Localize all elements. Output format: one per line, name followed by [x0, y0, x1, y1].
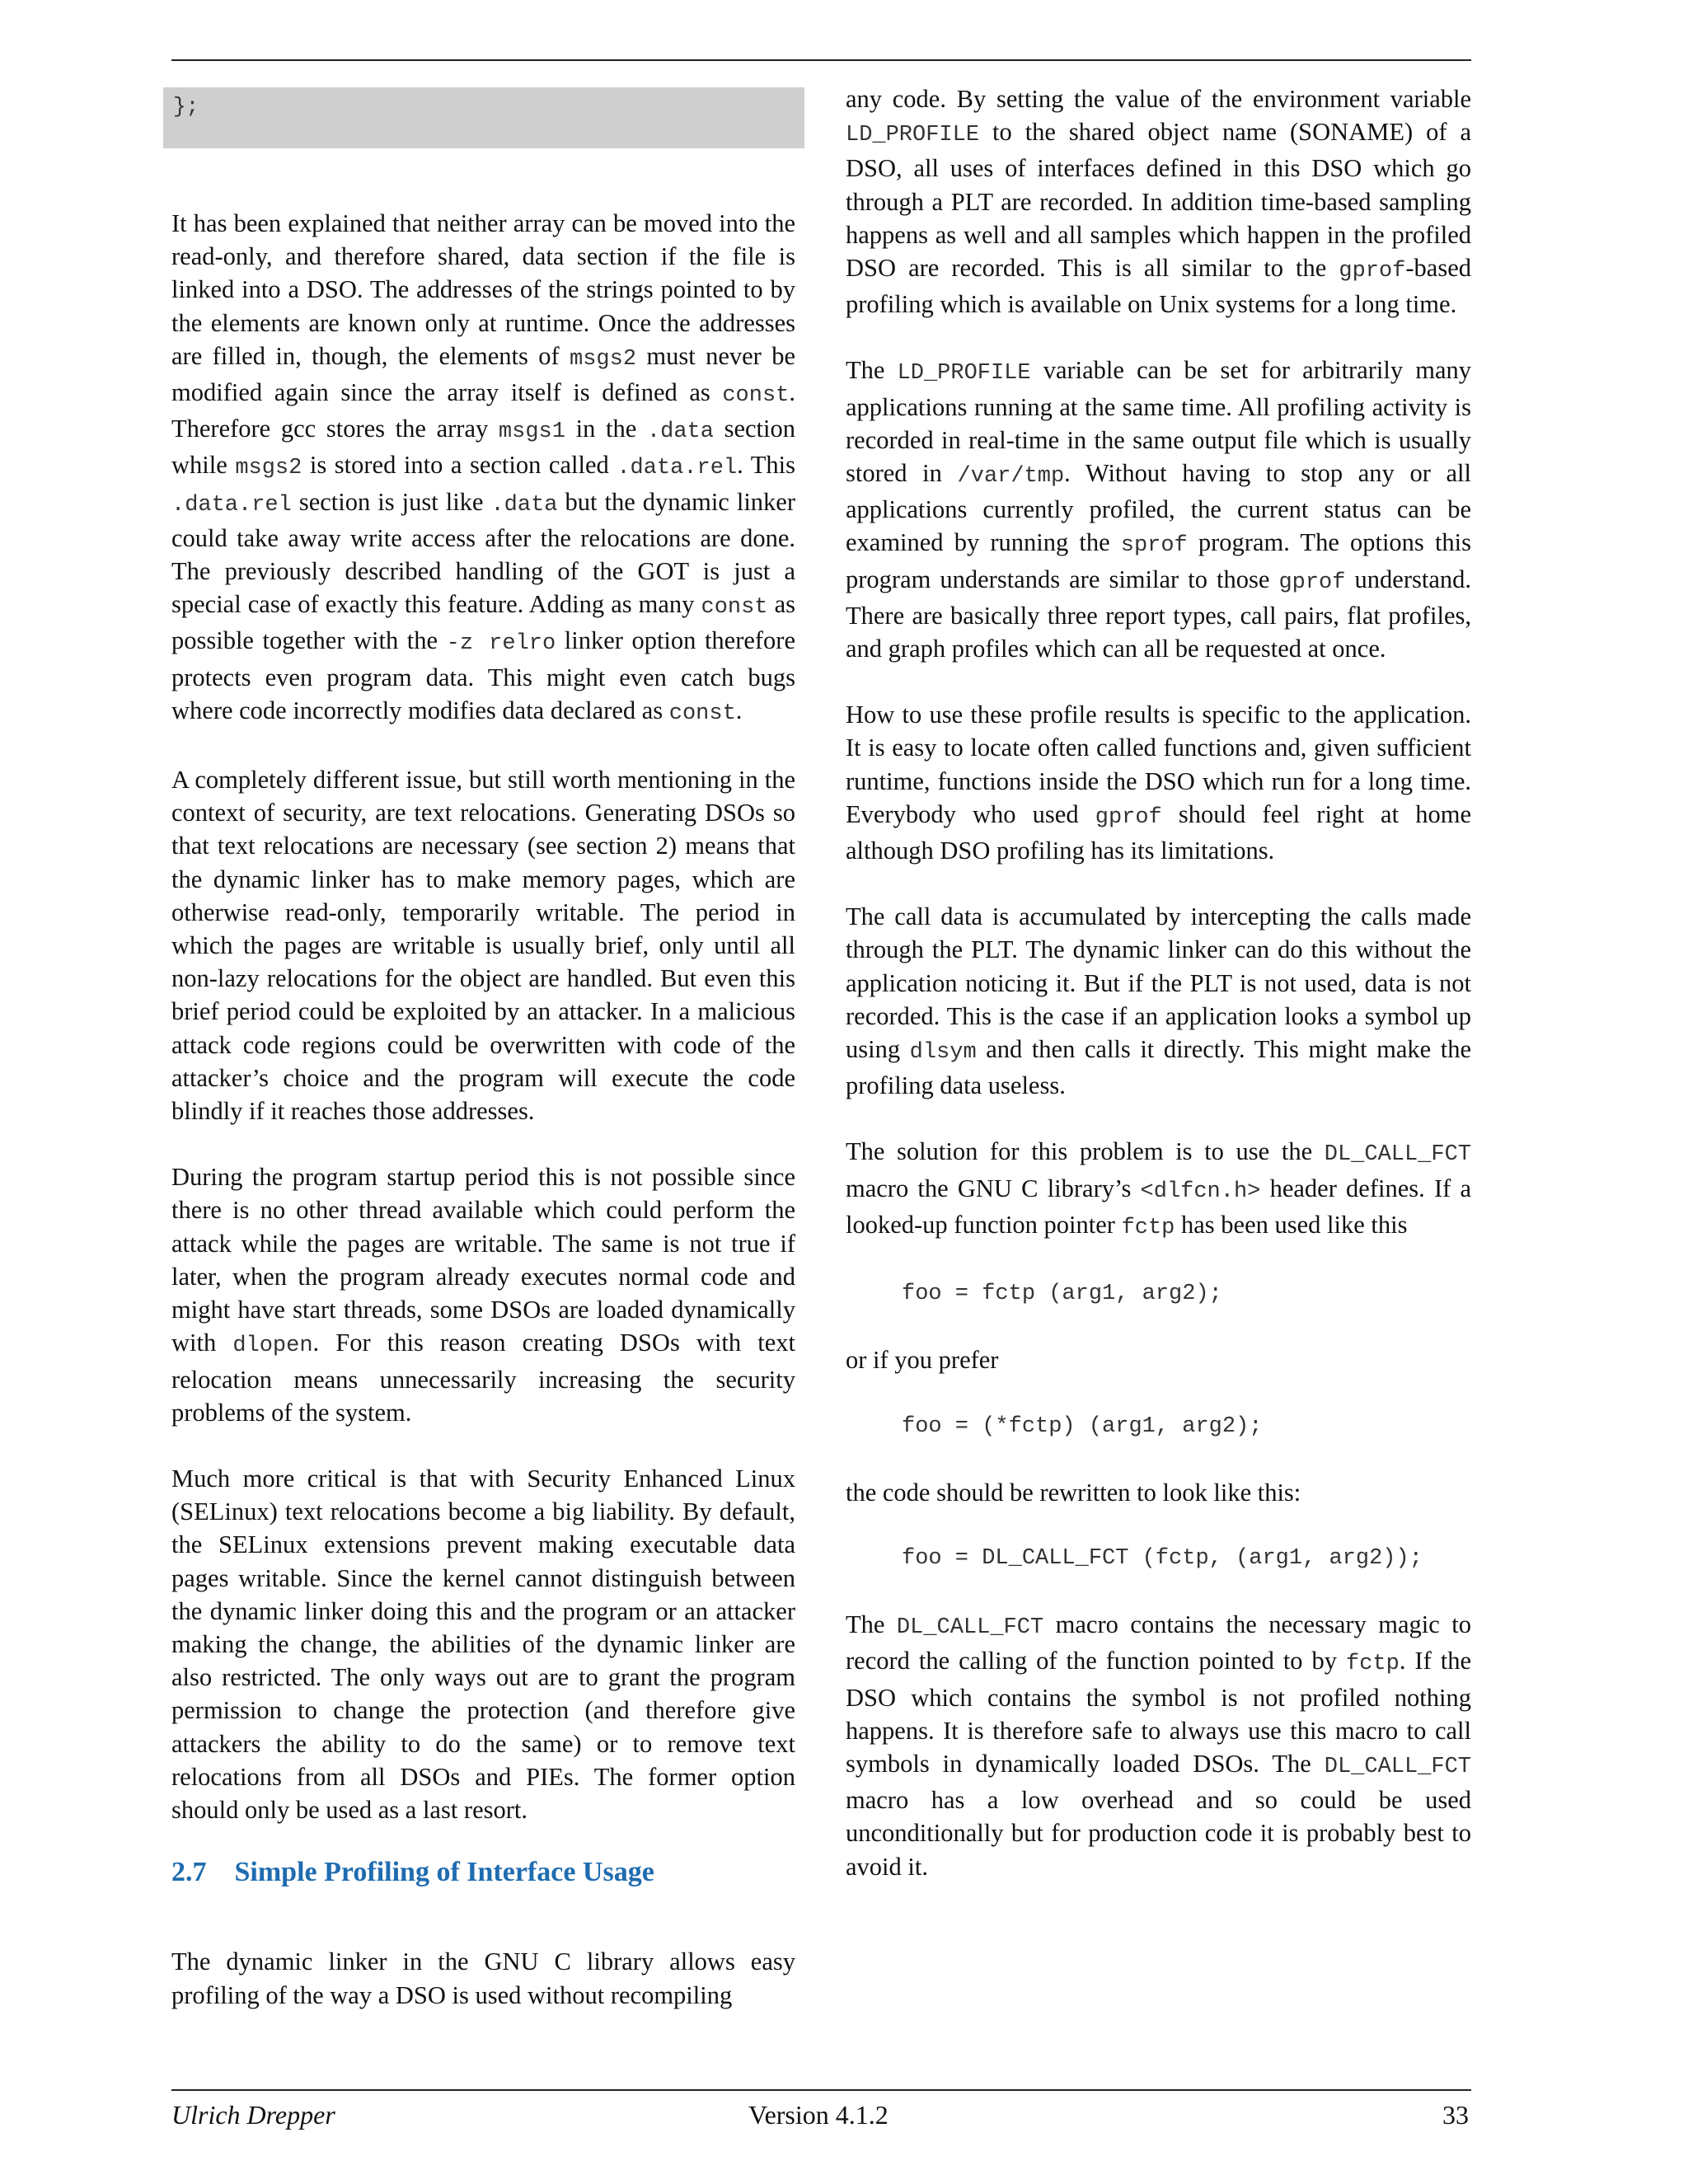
inline-code: LD_PROFILE [897, 361, 1031, 387]
inline-code: const [701, 595, 768, 621]
paragraph: Much more critical is that with Security Enhanced Linux (SELinux) text relocations become a big liability. By default, the SELinux extensions prevent making executable data pages writable. Since the kernel cannot distinguish between the dynamic linker doing this and the program or an attacker making the change, the abilities of the dynamic linker are also restricted. The only ways out are to grant the program permission to change the protection (and therefore give attackers the ability to do the same) or to remove text relocations from all DSOs and PIEs. The former option should only be used as a last resort. [171, 1464, 795, 1824]
inline-code: msgs2 [570, 346, 637, 372]
paragraph: The solution for this problem is to use the DL_CALL_FCT macro the GNU C library’s <dlfcn.h> header defines. If a looked-up function pointer fctp has been used like this [846, 1137, 1471, 1240]
paragraph: During the program startup period this is not possible since there is no other thread available which could perform the attack while the pages are writable. The same is not true if later, when the program already executes normal code and might have start threads, some DSOs are loaded dynamically with dlopen. For this reason creating DSOs with text relocation means unnecessarily increasing the security problems of the system. [171, 1163, 795, 1427]
inline-code: LD_PROFILE [846, 123, 980, 148]
footer-rule [171, 2089, 1471, 2091]
paragraph: The LD_PROFILE variable can be set for arbitrarily many applications running at the same time. All profiling activity is recorded in real-time in the same output file which is usually stored in /var/tmp. Without having to stop any or all applications currently profiled, the current status can be examined by running the sprof program. The options this program understands are similar to those gprof understand. There are basically three report types, call pairs, flat profiles, and graph profiles which can all be requested at once. [846, 356, 1472, 663]
inline-code: fctp [1121, 1215, 1175, 1240]
code-line: foo = fctp (arg1, arg2); [902, 1282, 1222, 1307]
inline-code: msgs2 [235, 456, 302, 481]
inline-code: sprof [1120, 533, 1188, 559]
paragraph: the code should be rewritten to look like this: [846, 1478, 1301, 1507]
inline-code: gprof [1339, 259, 1406, 284]
left-column [171, 207, 795, 2012]
inline-code: .data [490, 492, 558, 518]
paragraph: It has been explained that neither array can be moved into the read-only, and therefore shared, data section if the file is linked into a DSO. The addresses of the strings pointed to by the elements are known only at runtime. Once the addresses are filled in, though, the elements of msgs2 must never be modified again since the array itself is defined as const. Therefore gcc stores the array msgs1 in the .data section while msgs2 is stored into a section called .data.rel. This .data.rel section is just like .data but the dynamic linker could take away write access after the relocations are done. The previously described handling of the GOT is just a special case of exactly this feature. Adding as many const as possible together with the -z relro linker option therefore protects even program data. This might even catch bugs where code incorrectly modifies data declared as const. [171, 209, 796, 726]
code-line: foo = DL_CALL_FCT (fctp, (arg1, arg2)); [902, 1545, 1423, 1571]
inline-code: gprof [1278, 569, 1346, 595]
paragraph: The DL_CALL_FCT macro contains the necessary magic to record the calling of the function pointed to by fctp. If the DSO which contains the symbol is not profiled nothing happens. It is therefore safe to always use this macro to call symbols in dynamically loaded DSOs. The DL_CALL_FCT macro has a low overhead and so could be used unconditionally but for production code it is probably best to avoid it. [846, 1610, 1472, 1881]
inline-code: const [668, 701, 736, 726]
code-line: foo = (*fctp) (arg1, arg2); [902, 1413, 1263, 1439]
inline-code: msgs1 [498, 419, 565, 445]
paragraph: The dynamic linker in the GNU C library allows easy profiling of the way a DSO is used without recompiling [171, 1947, 795, 2009]
inline-code: <dlfcn.h> [1140, 1179, 1261, 1204]
inline-code: .data.rel [617, 456, 738, 481]
inline-code: DL_CALL_FCT [1324, 1142, 1471, 1168]
inline-code: .data [646, 419, 714, 445]
inline-code: gprof [1095, 804, 1162, 830]
paragraph: or if you prefer [846, 1346, 999, 1375]
paragraph: any code. By setting the value of the environment variable LD_PROFILE to the shared object name (SONAME) of a DSO, all uses of interfaces defined in this DSO which go through a PLT are recorded. In addition time-based sampling happens as well and all samples which happen in the profiled DSO are recorded. This is all similar to the gprof-based profiling which is available on Unix systems for a long time. [846, 85, 1471, 319]
code-snippet-text: }; [173, 94, 199, 119]
paragraph: How to use these profile results is specific to the application. It is easy to locate often called functions and, given sufficient runtime, functions inside the DSO which run for a long time. Everybody who used gprof should feel right at home although DSO profiling has its limitations. [846, 701, 1471, 865]
paragraph: The call data is accumulated by intercepting the calls made through the PLT. The dynamic linker can do this without the application noticing it. But if the PLT is not used, data is not recorded. This is the case if an application looks a symbol up using dlsym and then calls it directly. This might make the profiling data useless. [846, 902, 1472, 1100]
inline-code: const [722, 383, 790, 409]
paragraph: A completely different issue, but still worth mentioning in the context of security, are text relocations. Generating DSOs so that text relocations are necessary (see section 2) means that the dynamic linker has to make memory pages, which are otherwise read-only, temporarily writable. The period in which the pages are writable is usually brief, only until all non-lazy relocations for the object are handled. But even this brief period could be exploited by an attacker. In a malicious attack code regions could be overwritten with code of the attacker’s choice and the program will execute the code blindly if it reaches those addresses. [171, 766, 795, 1126]
inline-code: DL_CALL_FCT [896, 1615, 1044, 1641]
inline-code: fctp [1346, 1652, 1400, 1677]
footer-page-number: 33 [1442, 2100, 1469, 2130]
inline-code: dlsym [909, 1040, 977, 1066]
inline-code: dlopen [232, 1333, 313, 1359]
inline-code: .data.rel [171, 492, 292, 518]
right-column [846, 82, 1471, 1883]
inline-code: DL_CALL_FCT [1324, 1754, 1471, 1779]
footer-version: Version 4.1.2 [748, 2100, 889, 2130]
code-snippet-box [163, 87, 804, 148]
section-heading: 2.7 Simple Profiling of Interface Usage [171, 1857, 654, 1888]
header-rule [171, 59, 1471, 61]
footer-author: Ulrich Drepper [171, 2100, 335, 2130]
inline-code: /var/tmp [957, 464, 1065, 490]
inline-code: -z relro [446, 631, 556, 657]
